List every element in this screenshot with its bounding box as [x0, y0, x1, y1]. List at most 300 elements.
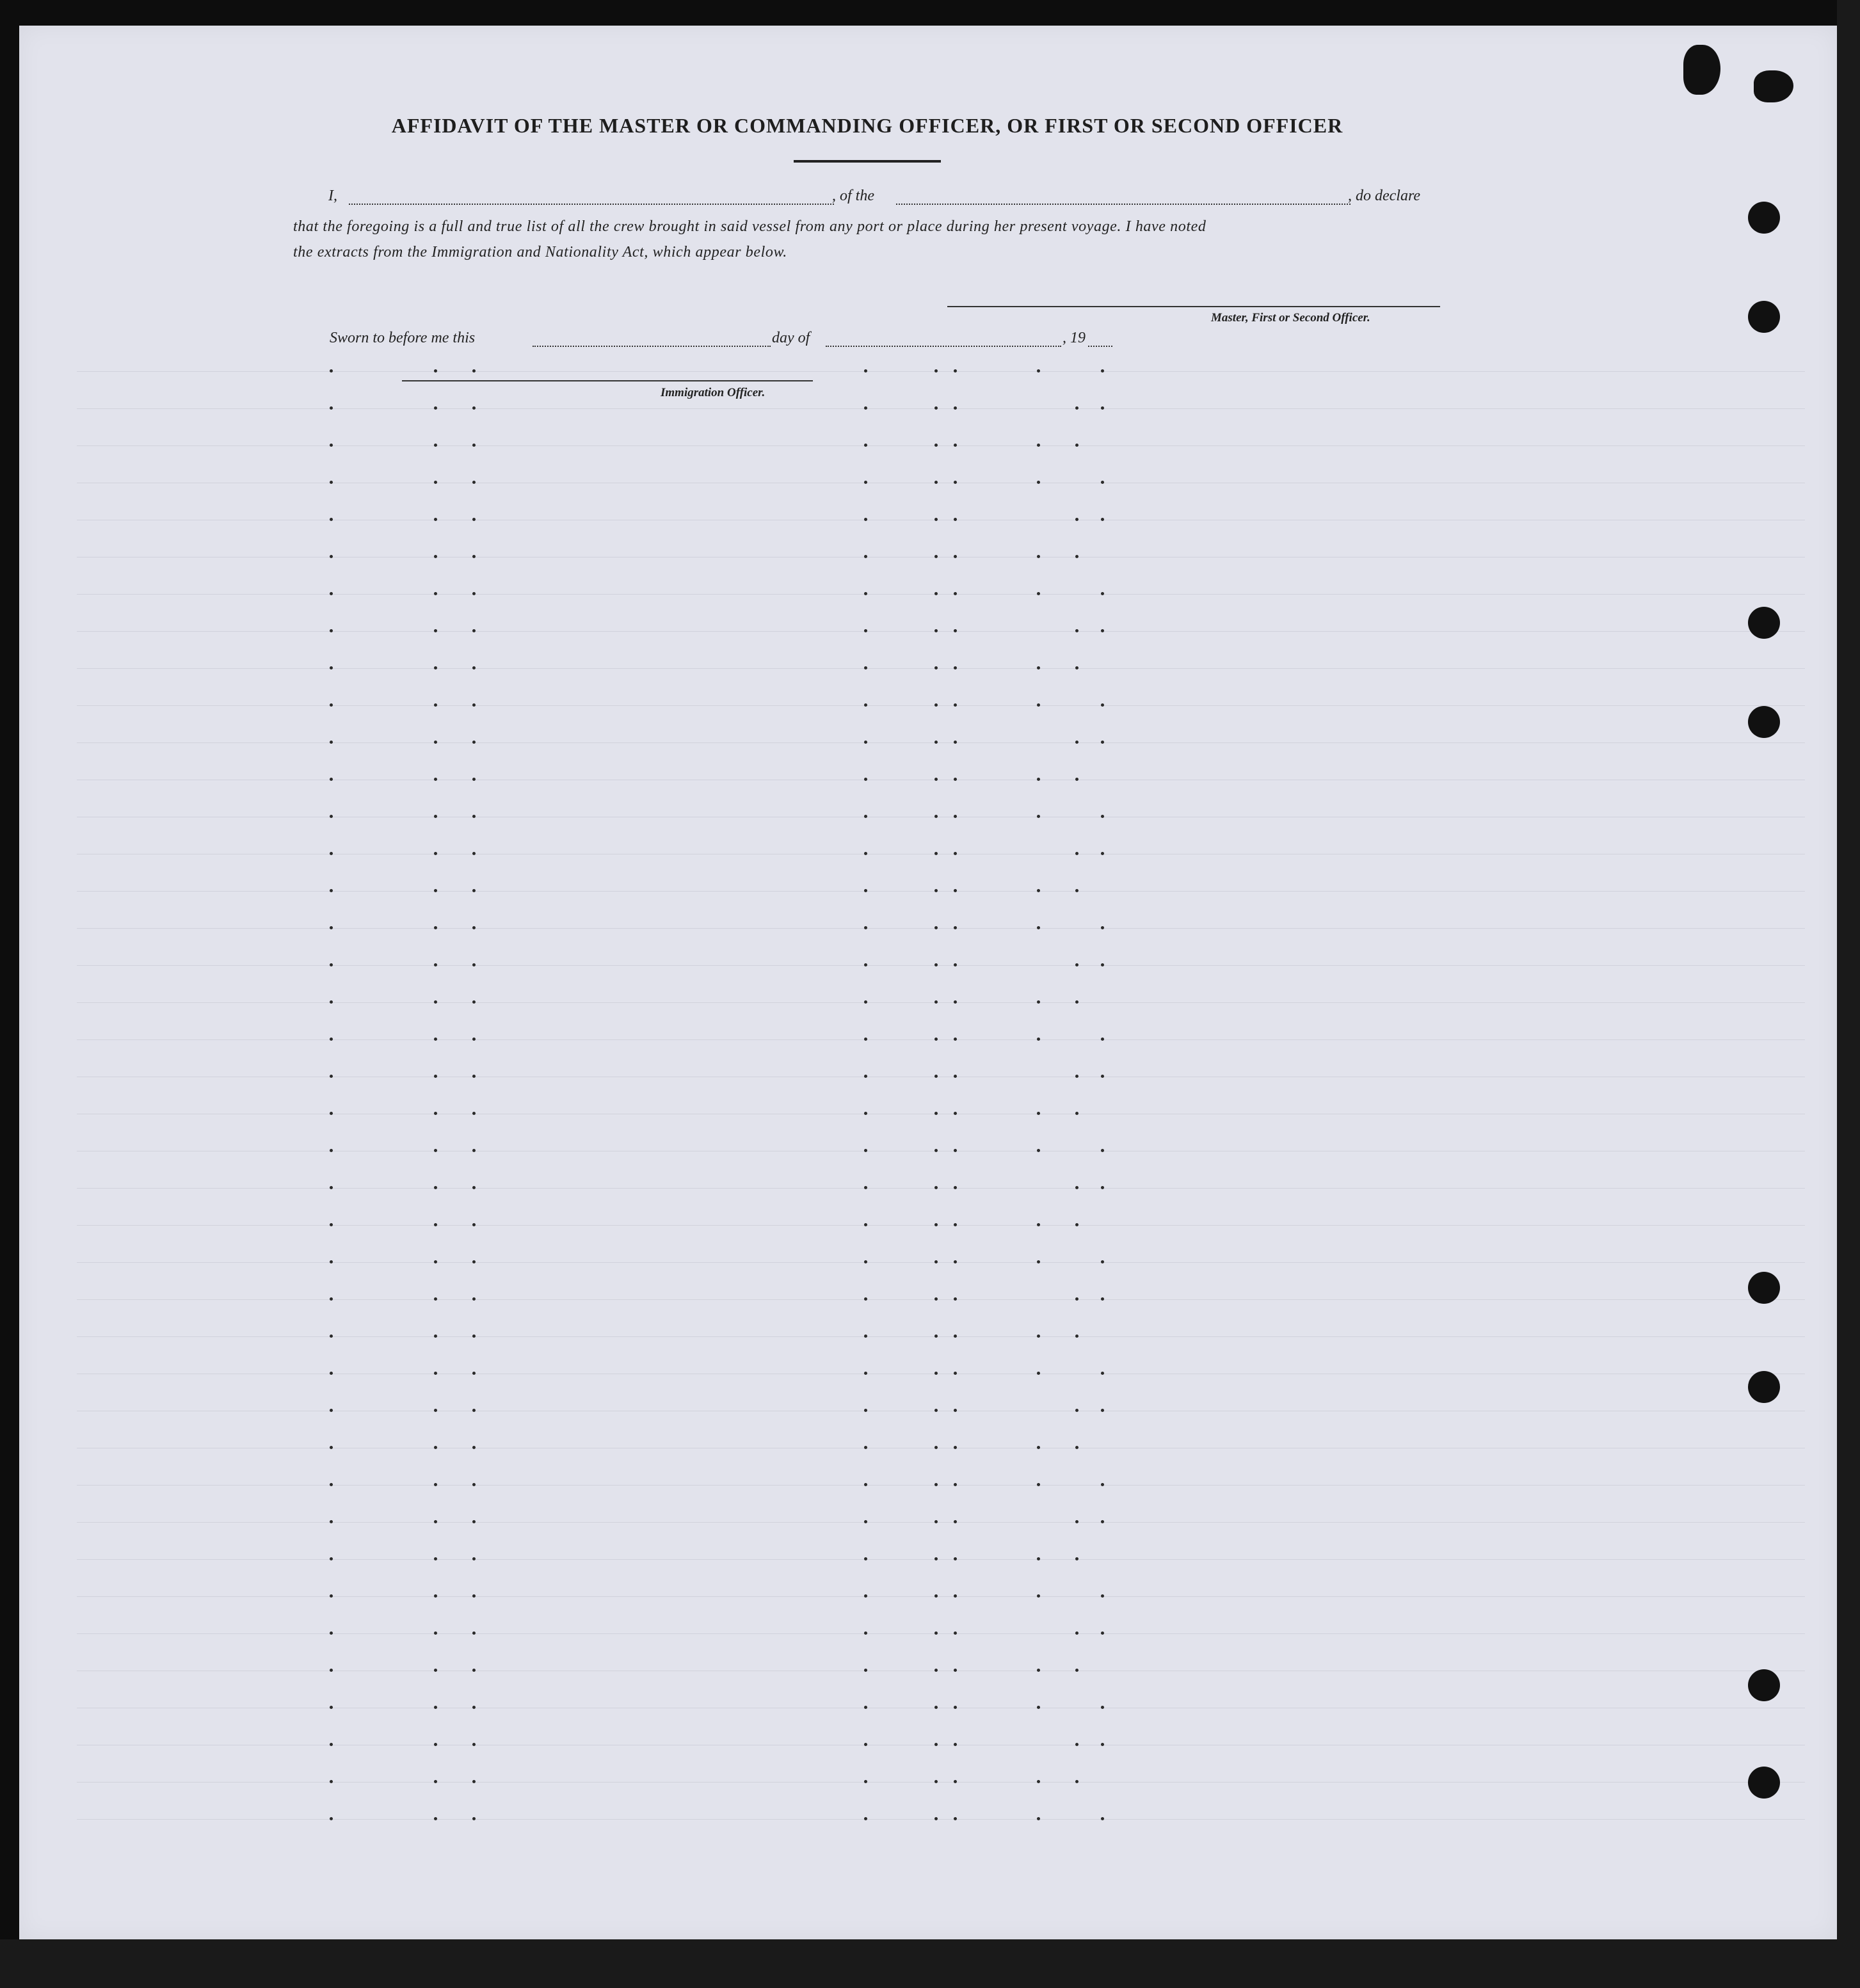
bleed-through-dot — [934, 703, 938, 707]
bleed-through-dot — [1037, 703, 1040, 707]
bleed-through-dot — [434, 1446, 437, 1449]
bleed-through-dot — [934, 1520, 938, 1523]
bleed-through-dot — [330, 703, 333, 707]
bleed-through-row — [77, 1262, 1805, 1263]
bleed-through-dot — [1075, 1075, 1078, 1078]
bleed-through-dot — [934, 1409, 938, 1412]
bleed-through-dot — [434, 1780, 437, 1783]
bleed-through-dot — [1037, 1446, 1040, 1449]
bleed-through-dot — [954, 1186, 957, 1189]
bleed-through-dot — [330, 1372, 333, 1375]
bleed-through-dot — [934, 1817, 938, 1820]
bleed-through-dot — [434, 666, 437, 669]
bleed-through-dot — [954, 1372, 957, 1375]
bleed-through-dot — [1101, 1483, 1104, 1486]
bleed-through-dot — [330, 1000, 333, 1004]
bleed-through-dot — [472, 406, 476, 410]
bleed-through-dot — [934, 1038, 938, 1041]
bleed-through-row — [77, 445, 1805, 446]
bleed-through-dot — [472, 1223, 476, 1226]
bleed-through-dot — [934, 1372, 938, 1375]
bleed-through-dot — [472, 1669, 476, 1672]
bleed-through-dot — [330, 778, 333, 781]
bleed-through-dot — [1037, 1780, 1040, 1783]
bleed-through-dot — [864, 889, 867, 892]
bleed-through-dot — [864, 1038, 867, 1041]
bleed-through-dot — [434, 1409, 437, 1412]
bleed-through-dot — [934, 1260, 938, 1263]
bleed-through-dot — [954, 1297, 957, 1301]
bleed-through-dot — [472, 1557, 476, 1560]
bleed-through-dot — [934, 1112, 938, 1115]
punch-hole — [1748, 301, 1780, 333]
bleed-through-dot — [864, 1112, 867, 1115]
bleed-through-dot — [954, 1446, 957, 1449]
bleed-through-dot — [434, 741, 437, 744]
bleed-through-dot — [954, 1260, 957, 1263]
bleed-through-dot — [472, 666, 476, 669]
bleed-through-dot — [330, 1409, 333, 1412]
sworn-day-of: day of — [772, 330, 810, 346]
bleed-through-dot — [472, 778, 476, 781]
bleed-through-dot — [434, 1149, 437, 1152]
bleed-through-dot — [330, 1446, 333, 1449]
bleed-through-dot — [934, 1483, 938, 1486]
bleed-through-dot — [1075, 1669, 1078, 1672]
bleed-through-dot — [864, 518, 867, 521]
bleed-through-dot — [1101, 1817, 1104, 1820]
bleed-through-dot — [472, 1594, 476, 1598]
bleed-through-dot — [864, 778, 867, 781]
bleed-through-dot — [934, 1149, 938, 1152]
bleed-through-dot — [330, 1706, 333, 1709]
bleed-through-dot — [434, 518, 437, 521]
bleed-through-dot — [472, 1817, 476, 1820]
bleed-through-dot — [934, 963, 938, 966]
bleed-through-dot — [1101, 1706, 1104, 1709]
bleed-through-dot — [1075, 444, 1078, 447]
bleed-through-dot — [1101, 518, 1104, 521]
bleed-through-dot — [1075, 1186, 1078, 1189]
bleed-through-dot — [434, 555, 437, 558]
bleed-through-dot — [1037, 1038, 1040, 1041]
bleed-through-dot — [1037, 1149, 1040, 1152]
bleed-through-dot — [434, 926, 437, 929]
bleed-through-dot — [864, 1335, 867, 1338]
bleed-through-dot — [1075, 1409, 1078, 1412]
bleed-through-dot — [472, 963, 476, 966]
bleed-through-dot — [434, 1038, 437, 1041]
bleed-through-dot — [434, 1706, 437, 1709]
bleed-through-row — [77, 1819, 1805, 1820]
bleed-through-dot — [472, 555, 476, 558]
bleed-through-dot — [934, 1631, 938, 1635]
bleed-through-dot — [1037, 1223, 1040, 1226]
bleed-through-dot — [864, 1557, 867, 1560]
bleed-through-dot — [864, 1186, 867, 1189]
bleed-through-dot — [864, 1817, 867, 1820]
bleed-through-dot — [472, 1112, 476, 1115]
bleed-through-dot — [864, 1631, 867, 1635]
bleed-through-dot — [1037, 481, 1040, 484]
bleed-through-dot — [1101, 369, 1104, 373]
month-blank — [826, 346, 1061, 347]
bleed-through-dot — [1101, 1520, 1104, 1523]
bleed-through-dot — [472, 1520, 476, 1523]
bleed-through-dot — [1075, 406, 1078, 410]
bleed-through-dot — [954, 629, 957, 632]
scan-edge-right — [1837, 0, 1860, 1988]
bleed-through-dot — [472, 852, 476, 855]
bleed-through-dot — [1101, 592, 1104, 595]
bleed-through-dot — [864, 1372, 867, 1375]
bleed-through-dot — [934, 1186, 938, 1189]
bleed-through-dot — [954, 1520, 957, 1523]
bleed-through-dot — [864, 1446, 867, 1449]
bleed-through-dot — [330, 1223, 333, 1226]
bleed-through-row — [77, 1559, 1805, 1560]
bleed-through-dot — [864, 1483, 867, 1486]
bleed-through-dot — [434, 815, 437, 818]
bleed-through-dot — [864, 1075, 867, 1078]
bleed-through-dot — [934, 1223, 938, 1226]
bleed-through-dot — [864, 963, 867, 966]
bleed-through-dot — [864, 1520, 867, 1523]
bleed-through-dot — [434, 1186, 437, 1189]
bleed-through-dot — [472, 592, 476, 595]
bleed-through-dot — [934, 592, 938, 595]
bleed-through-dot — [472, 629, 476, 632]
bleed-through-dot — [1037, 926, 1040, 929]
bleed-through-dot — [434, 592, 437, 595]
bleed-through-dot — [434, 1557, 437, 1560]
document-title: AFFIDAVIT OF THE MASTER OR COMMANDING OFFICER, OR FIRST OR SECOND OFFICER — [391, 114, 1343, 137]
declaration-do-declare: , do declare — [1348, 188, 1421, 204]
bleed-through-dot — [434, 1817, 437, 1820]
bleed-through-dot — [434, 1669, 437, 1672]
bleed-through-dot — [864, 703, 867, 707]
punch-hole — [1748, 607, 1780, 639]
bleed-through-dot — [1037, 369, 1040, 373]
bleed-through-dot — [954, 889, 957, 892]
bleed-through-dot — [472, 889, 476, 892]
bleed-through-dot — [434, 1520, 437, 1523]
bleed-through-dot — [1075, 963, 1078, 966]
bleed-through-row — [77, 742, 1805, 743]
bleed-through-dot — [934, 555, 938, 558]
bleed-through-dot — [864, 629, 867, 632]
bleed-through-dot — [472, 1372, 476, 1375]
bleed-through-dot — [954, 1706, 957, 1709]
bleed-through-dot — [330, 1594, 333, 1598]
bleed-through-dot — [330, 406, 333, 410]
bleed-through-dot — [1101, 852, 1104, 855]
bleed-through-dot — [1037, 666, 1040, 669]
bleed-through-dot — [934, 1706, 938, 1709]
bleed-through-dot — [864, 1669, 867, 1672]
bleed-through-dot — [954, 741, 957, 744]
bleed-through-dot — [330, 926, 333, 929]
bleed-through-dot — [1101, 481, 1104, 484]
bleed-through-dot — [864, 592, 867, 595]
bleed-through-dot — [330, 815, 333, 818]
bleed-through-dot — [434, 1000, 437, 1004]
bleed-through-dot — [472, 1075, 476, 1078]
declaration-line-3: the extracts from the Immigration and Nationality Act, which appear below. — [293, 244, 787, 261]
bleed-through-dot — [1101, 1409, 1104, 1412]
bleed-through-dot — [864, 1223, 867, 1226]
bleed-through-dot — [434, 1260, 437, 1263]
bleed-through-dot — [1075, 1557, 1078, 1560]
bleed-through-dot — [330, 1780, 333, 1783]
bleed-through-dot — [954, 1594, 957, 1598]
bleed-through-dot — [330, 518, 333, 521]
bleed-through-dot — [472, 1483, 476, 1486]
bleed-through-dot — [1037, 1372, 1040, 1375]
bleed-through-dot — [864, 1260, 867, 1263]
bleed-through-dot — [954, 406, 957, 410]
bleed-through-dot — [934, 1297, 938, 1301]
bleed-through-dot — [954, 481, 957, 484]
bleed-through-row — [77, 928, 1805, 929]
bleed-through-dot — [434, 852, 437, 855]
day-blank — [533, 346, 771, 347]
bleed-through-dot — [954, 1631, 957, 1635]
bleed-through-dot — [330, 1112, 333, 1115]
bleed-through-row — [77, 408, 1805, 409]
bleed-through-dot — [472, 815, 476, 818]
bleed-through-row — [77, 1299, 1805, 1300]
bleed-through-dot — [472, 481, 476, 484]
bleed-through-dot — [434, 481, 437, 484]
bleed-through-dot — [934, 518, 938, 521]
bleed-through-dot — [1101, 741, 1104, 744]
bleed-through-dot — [864, 1594, 867, 1598]
bleed-through-dot — [472, 1186, 476, 1189]
bleed-through-dot — [1075, 518, 1078, 521]
bleed-through-dot — [434, 963, 437, 966]
bleed-through-row — [77, 668, 1805, 669]
bleed-through-dot — [934, 444, 938, 447]
bleed-through-dot — [934, 629, 938, 632]
bleed-through-dot — [1101, 1075, 1104, 1078]
bleed-through-dot — [434, 1075, 437, 1078]
bleed-through-dot — [1075, 1743, 1078, 1746]
bleed-through-row — [77, 891, 1805, 892]
bleed-through-dot — [954, 815, 957, 818]
bleed-through-dot — [864, 555, 867, 558]
bleed-through-dot — [1037, 778, 1040, 781]
bleed-through-dot — [472, 1706, 476, 1709]
bleed-through-dot — [330, 666, 333, 669]
bleed-through-dot — [954, 1335, 957, 1338]
bleed-through-dot — [1075, 1780, 1078, 1783]
bleed-through-dot — [330, 1483, 333, 1486]
bleed-through-dot — [472, 1743, 476, 1746]
bleed-through-dot — [330, 1520, 333, 1523]
bleed-through-dot — [472, 1149, 476, 1152]
bleed-through-dot — [330, 481, 333, 484]
bleed-through-dot — [1101, 1372, 1104, 1375]
bleed-through-dot — [1101, 1594, 1104, 1598]
bleed-through-dot — [434, 1112, 437, 1115]
bleed-through-dot — [864, 481, 867, 484]
name-blank — [349, 204, 834, 205]
bleed-through-dot — [330, 1186, 333, 1189]
bleed-through-dot — [1075, 889, 1078, 892]
bleed-through-dot — [330, 1038, 333, 1041]
bleed-through-dot — [954, 703, 957, 707]
bleed-through-dot — [1037, 889, 1040, 892]
bleed-through-dot — [1075, 852, 1078, 855]
bleed-through-dot — [1037, 1706, 1040, 1709]
bleed-through-dot — [934, 1743, 938, 1746]
bleed-through-row — [77, 705, 1805, 706]
bleed-through-dot — [434, 1223, 437, 1226]
bleed-through-row — [77, 1225, 1805, 1226]
bleed-through-dot — [1075, 741, 1078, 744]
bleed-through-dot — [954, 926, 957, 929]
bleed-through-dot — [954, 444, 957, 447]
bleed-through-dot — [330, 1149, 333, 1152]
bleed-through-row — [77, 1336, 1805, 1337]
bleed-through-dot — [1101, 926, 1104, 929]
bleed-through-dot — [934, 1335, 938, 1338]
bleed-through-dot — [472, 1446, 476, 1449]
vessel-blank — [896, 204, 1351, 205]
bleed-through-dot — [330, 592, 333, 595]
punch-hole — [1748, 1272, 1780, 1304]
bleed-through-dot — [330, 629, 333, 632]
bleed-through-dot — [864, 1409, 867, 1412]
bleed-through-dot — [954, 666, 957, 669]
sworn-year: , 19 — [1062, 330, 1086, 346]
bleed-through-dot — [330, 1297, 333, 1301]
bleed-through-dot — [1037, 1594, 1040, 1598]
bleed-through-dot — [1037, 1112, 1040, 1115]
bleed-through-dot — [934, 778, 938, 781]
bleed-through-dot — [934, 1669, 938, 1672]
bleed-through-dot — [1037, 1817, 1040, 1820]
bleed-through-dot — [864, 1706, 867, 1709]
bleed-through-dot — [330, 1743, 333, 1746]
bleed-through-dot — [934, 1780, 938, 1783]
bleed-through-dot — [472, 369, 476, 373]
bleed-through-dot — [954, 1743, 957, 1746]
bleed-through-dot — [954, 1483, 957, 1486]
bleed-through-dot — [954, 555, 957, 558]
bleed-through-dot — [1075, 1223, 1078, 1226]
bleed-through-row — [77, 1782, 1805, 1783]
bleed-through-row — [77, 1596, 1805, 1597]
bleed-through-dot — [434, 406, 437, 410]
bleed-through-dot — [934, 666, 938, 669]
bleed-through-row — [77, 1485, 1805, 1486]
bleed-through-dot — [472, 1260, 476, 1263]
bleed-through-dot — [330, 889, 333, 892]
bleed-through-dot — [1101, 963, 1104, 966]
bleed-through-dot — [864, 1743, 867, 1746]
title-underline — [794, 160, 941, 163]
bleed-through-dot — [434, 1372, 437, 1375]
year-blank — [1088, 346, 1112, 347]
bleed-through-row — [77, 371, 1805, 372]
bleed-through-dot — [934, 1594, 938, 1598]
bleed-through-dot — [864, 1149, 867, 1152]
bleed-through-dot — [472, 1631, 476, 1635]
declaration-prefix: I, — [328, 188, 337, 204]
bleed-through-dot — [954, 1038, 957, 1041]
bleed-through-dot — [954, 1557, 957, 1560]
bleed-through-row — [77, 1633, 1805, 1634]
bleed-through-dot — [330, 1631, 333, 1635]
declaration-of-the: , of the — [832, 188, 874, 204]
bleed-through-dot — [1037, 1000, 1040, 1004]
bleed-through-dot — [1075, 1297, 1078, 1301]
bleed-through-dot — [1101, 1297, 1104, 1301]
bleed-through-dot — [864, 815, 867, 818]
bleed-through-row — [77, 1002, 1805, 1003]
bleed-through-dot — [1037, 815, 1040, 818]
bleed-through-dot — [954, 1075, 957, 1078]
bleed-through-dot — [934, 926, 938, 929]
bleed-through-dot — [330, 741, 333, 744]
punch-hole — [1748, 1767, 1780, 1799]
bleed-through-dot — [934, 1446, 938, 1449]
bleed-through-dot — [934, 406, 938, 410]
bleed-through-dot — [934, 481, 938, 484]
bleed-through-dot — [434, 1335, 437, 1338]
bleed-through-dot — [1037, 1260, 1040, 1263]
bleed-through-dot — [954, 852, 957, 855]
master-signature-line — [947, 306, 1440, 307]
bleed-through-dot — [434, 444, 437, 447]
bleed-through-dot — [954, 1780, 957, 1783]
bleed-through-dot — [330, 1335, 333, 1338]
bleed-through-dot — [330, 555, 333, 558]
bleed-through-dot — [1101, 406, 1104, 410]
bleed-through-dot — [472, 703, 476, 707]
bleed-through-dot — [1075, 1000, 1078, 1004]
sworn-prefix: Sworn to before me this — [330, 330, 476, 346]
officer-signature-caption: Immigration Officer. — [661, 386, 766, 399]
bleed-through-dot — [934, 369, 938, 373]
declaration-line-2: that the foregoing is a full and true list of all the crew brought in said vessel from any port or place during her present voyage. I have noted — [293, 218, 1207, 235]
master-signature-caption: Master, First or Second Officer. — [1211, 311, 1370, 325]
bleed-through-dot — [934, 1557, 938, 1560]
bleed-through-dot — [1101, 1631, 1104, 1635]
bleed-through-dot — [472, 1335, 476, 1338]
bleed-through-dot — [1101, 815, 1104, 818]
bleed-through-dot — [1075, 778, 1078, 781]
bleed-through-dot — [954, 1817, 957, 1820]
punch-hole — [1748, 202, 1780, 234]
bleed-through-dot — [954, 778, 957, 781]
bleed-through-dot — [864, 1297, 867, 1301]
bleed-through-dot — [864, 666, 867, 669]
bleed-through-dot — [1075, 629, 1078, 632]
bleed-through-dot — [864, 406, 867, 410]
bleed-through-dot — [330, 1075, 333, 1078]
bleed-through-dot — [330, 1669, 333, 1672]
bleed-through-dot — [1101, 703, 1104, 707]
punch-hole — [1748, 706, 1780, 738]
bleed-through-dot — [472, 1409, 476, 1412]
bleed-through-dot — [1075, 1112, 1078, 1115]
officer-signature-line — [402, 380, 813, 381]
bleed-through-row — [77, 1522, 1805, 1523]
bleed-through-dot — [1101, 629, 1104, 632]
